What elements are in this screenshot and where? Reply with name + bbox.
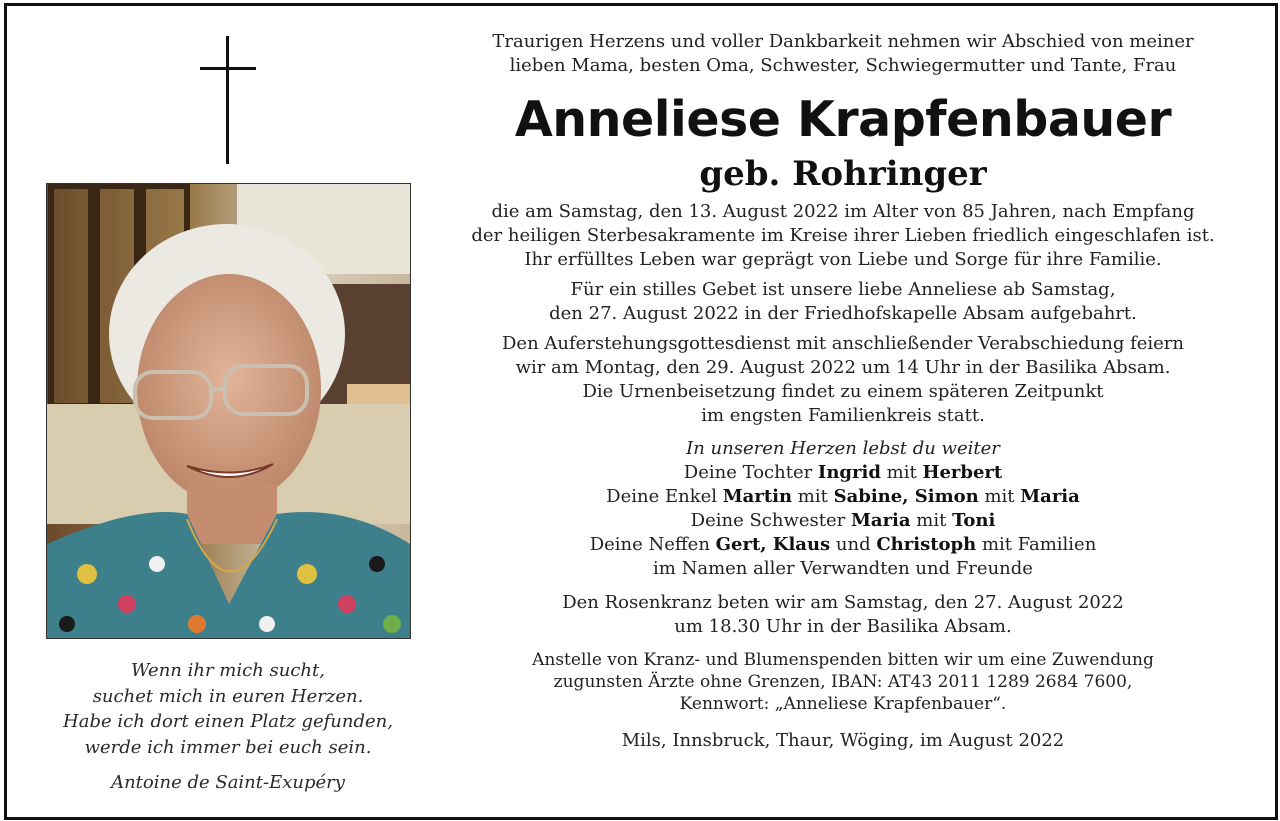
rosary-notice (443, 591, 1243, 639)
intro-line: lieben Mama, besten Oma, Schwester, Schwiegermutter und Tante, Frau (509, 55, 1177, 76)
service-line: Die Urnenbeisetzung findet zu einem späteren Zeitpunkt (582, 381, 1104, 402)
poem-line: Habe ich dort einen Platz gefunden, (63, 711, 393, 732)
relative-name: Maria (1020, 486, 1080, 507)
relative-name: Toni (952, 510, 996, 531)
family-line (443, 461, 1243, 485)
poem-author: Antoine de Saint-Exupéry (111, 772, 345, 793)
relative-name: Gert, Klaus (715, 534, 831, 555)
maiden-name: geb. Rohringer (699, 154, 987, 194)
relation-text: Deine Tochter (683, 462, 818, 483)
relation-text: mit (978, 486, 1021, 507)
family-line (443, 533, 1243, 557)
poem-line: werde ich immer bei euch sein. (84, 736, 372, 758)
service-line: Den Auferstehungsgottesdienst mit anschließender Verabschiedung feiern (501, 333, 1184, 354)
service-line: wir am Montag, den 29. August 2022 um 14 Uhr in der Basilika Absam. (515, 357, 1171, 378)
relative-name: Maria (850, 510, 911, 531)
prayer-line: Für ein stilles Gebet ist unsere liebe Anneliese ab Samstag, (570, 279, 1116, 300)
rosary-line: um 18.30 Uhr in der Basilika Absam. (674, 616, 1012, 637)
poem (20, 658, 436, 796)
relative-name: Ingrid (817, 462, 881, 483)
relative-name: Herbert (922, 462, 1003, 483)
poem-line: Wenn ihr mich sucht, (131, 660, 325, 681)
relation-text: Deine Enkel (606, 486, 723, 507)
rosary-line: Den Rosenkranz beten wir am Samstag, den 27. August 2022 (562, 592, 1124, 613)
relation-text: mit (880, 462, 923, 483)
family-list (443, 437, 1243, 581)
cross-icon (200, 36, 256, 164)
place-date: Mils, Innsbruck, Thaur, Wöging, im August 2022 (621, 730, 1065, 751)
intro-line: Traurigen Herzens und voller Dankbarkeit nehmen wir Abschied von meiner (492, 31, 1194, 52)
donation-line: Kennwort: „Anneliese Krapfenbauer“. (679, 694, 1007, 714)
relation-text: mit Familien (976, 534, 1097, 555)
family-heading: In unseren Herzen lebst du weiter (686, 438, 1000, 459)
relative-name: Martin (722, 486, 793, 507)
death-notice-line: die am Samstag, den 13. August 2022 im Alter von 85 Jahren, nach Empfang (491, 201, 1195, 222)
death-notice-line: Ihr erfülltes Leben war geprägt von Liebe und Sorge für ihre Familie. (524, 249, 1162, 270)
deceased-name: Anneliese Krapfenbauer (514, 91, 1172, 148)
family-line: im Namen aller Verwandten und Freunde (653, 558, 1033, 579)
donation-line: Anstelle von Kranz- und Blumenspenden bitten wir um eine Zuwendung (532, 650, 1154, 670)
family-line (443, 509, 1243, 533)
service-notice (443, 332, 1243, 428)
donation-notice (443, 649, 1243, 715)
donation-line: zugunsten Ärzte ohne Grenzen, IBAN: AT43 2011 1289 2684 7600, (553, 672, 1133, 692)
notice-text (443, 30, 1243, 753)
relation-text: Deine Schwester (690, 510, 851, 531)
family-line (443, 485, 1243, 509)
relation-text: mit (910, 510, 953, 531)
death-notice-line: der heiligen Sterbesakramente im Kreise ihrer Lieben friedlich eingeschlafen ist. (471, 225, 1215, 246)
relation-text: mit (792, 486, 834, 507)
service-line: im engsten Familienkreis statt. (701, 405, 985, 426)
relation-text: und (830, 534, 877, 555)
portrait-photo (46, 183, 411, 639)
relative-name: Sabine, Simon (833, 486, 979, 507)
relative-name: Christoph (876, 534, 977, 555)
death-notice (443, 200, 1243, 272)
prayer-line: den 27. August 2022 in der Friedhofskapelle Absam aufgebahrt. (549, 303, 1137, 324)
poem-line: suchet mich in euren Herzen. (92, 685, 364, 707)
relation-text: Deine Neffen (589, 534, 716, 555)
prayer-notice (443, 278, 1243, 326)
intro-text (443, 30, 1243, 78)
